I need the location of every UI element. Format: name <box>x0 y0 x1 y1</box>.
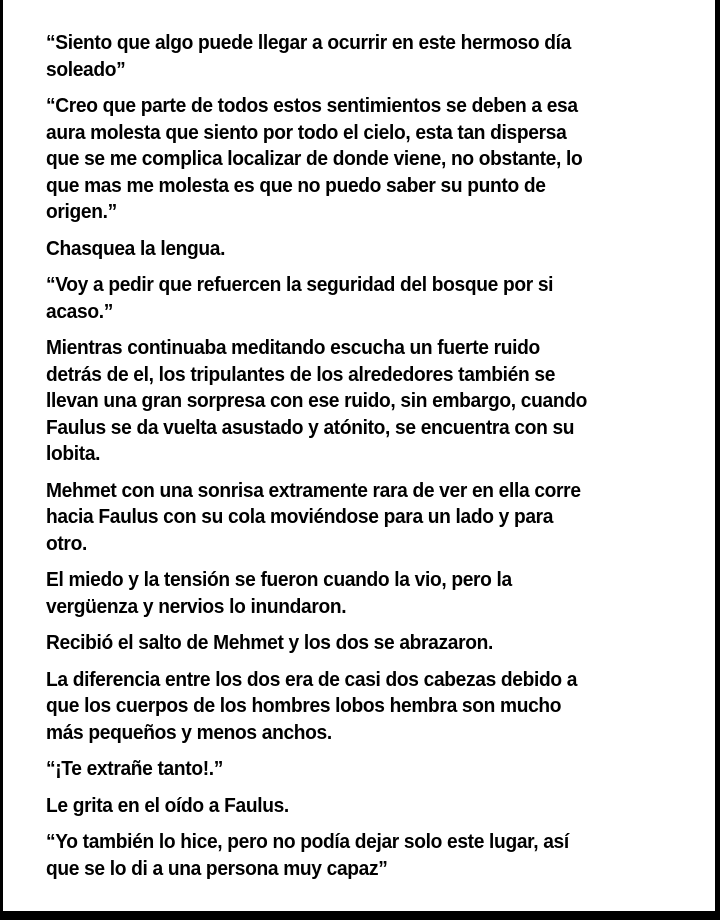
paragraph-7 <box>46 567 663 620</box>
text-line: “Siento que algo puede llegar a ocurrir en este hermoso día <box>46 31 571 54</box>
text-line: Le grita en el oído a Faulus. <box>46 793 289 817</box>
text-line: que los cuerpos de los hombres lobos hembra son mucho <box>46 694 562 717</box>
text-line: “Yo también lo hice, pero no podía dejar solo este lugar, así <box>46 830 569 853</box>
paragraph-3 <box>46 236 663 263</box>
text-line: Chasquea la lengua. <box>46 236 226 260</box>
text-line: otro. <box>46 531 87 555</box>
paragraph-6 <box>46 478 663 558</box>
text-line: vergüenza y nervios lo inundaron. <box>46 594 347 618</box>
text-line: acaso.” <box>46 299 113 323</box>
text-line: que se me complica localizar de donde viene, no obstante, lo <box>46 147 583 170</box>
text-line: más pequeños y menos anchos. <box>46 720 332 744</box>
paragraph-5 <box>46 335 663 468</box>
text-line: soleado” <box>46 57 126 81</box>
text-line: origen.” <box>46 200 117 223</box>
text-line: que mas me molesta es que no puedo saber su punto de <box>46 173 546 197</box>
paragraph-10 <box>46 756 663 783</box>
text-line: detrás de el, los tripulantes de los alrededores también se <box>46 362 556 386</box>
document-page <box>3 0 715 911</box>
text-line: aura molesta que siento por todo el cielo, esta tan dispersa <box>46 120 567 144</box>
text-line: Mientras continuaba meditando escucha un fuerte ruido <box>46 336 540 359</box>
text-line: hacia Faulus con su cola moviéndose para un lado y para <box>46 505 554 528</box>
text-line: que se lo di a una persona muy capaz” <box>46 856 388 880</box>
paragraph-9 <box>46 667 663 747</box>
text-line: lobita. <box>46 442 101 465</box>
text-line: llevan una gran sorpresa con ese ruido, sin embargo, cuando <box>46 389 587 412</box>
text-line: Faulus se da vuelta asustado y atónito, se encuentra con su <box>46 415 575 439</box>
paragraph-8 <box>46 630 663 657</box>
text-line: “Creo que parte de todos estos sentimientos se deben a esa <box>46 94 578 117</box>
paragraph-1 <box>46 30 663 83</box>
paragraph-2 <box>46 93 663 226</box>
text-line: La diferencia entre los dos era de casi dos cabezas debido a <box>46 667 578 691</box>
paragraph-11 <box>46 793 663 820</box>
text-line: Mehmet con una sonrisa extramente rara de ver en ella corre <box>46 478 581 502</box>
document-body <box>46 30 663 892</box>
text-line: Recibió el salto de Mehmet y los dos se abrazaron. <box>46 631 494 654</box>
text-line: “Voy a pedir que refuercen la seguridad del bosque por si <box>46 273 554 296</box>
text-line: “¡Te extrañe tanto!.” <box>46 757 224 780</box>
paragraph-4 <box>46 272 663 325</box>
text-line: El miedo y la tensión se fueron cuando la vio, pero la <box>46 568 512 591</box>
paragraph-12 <box>46 829 663 882</box>
